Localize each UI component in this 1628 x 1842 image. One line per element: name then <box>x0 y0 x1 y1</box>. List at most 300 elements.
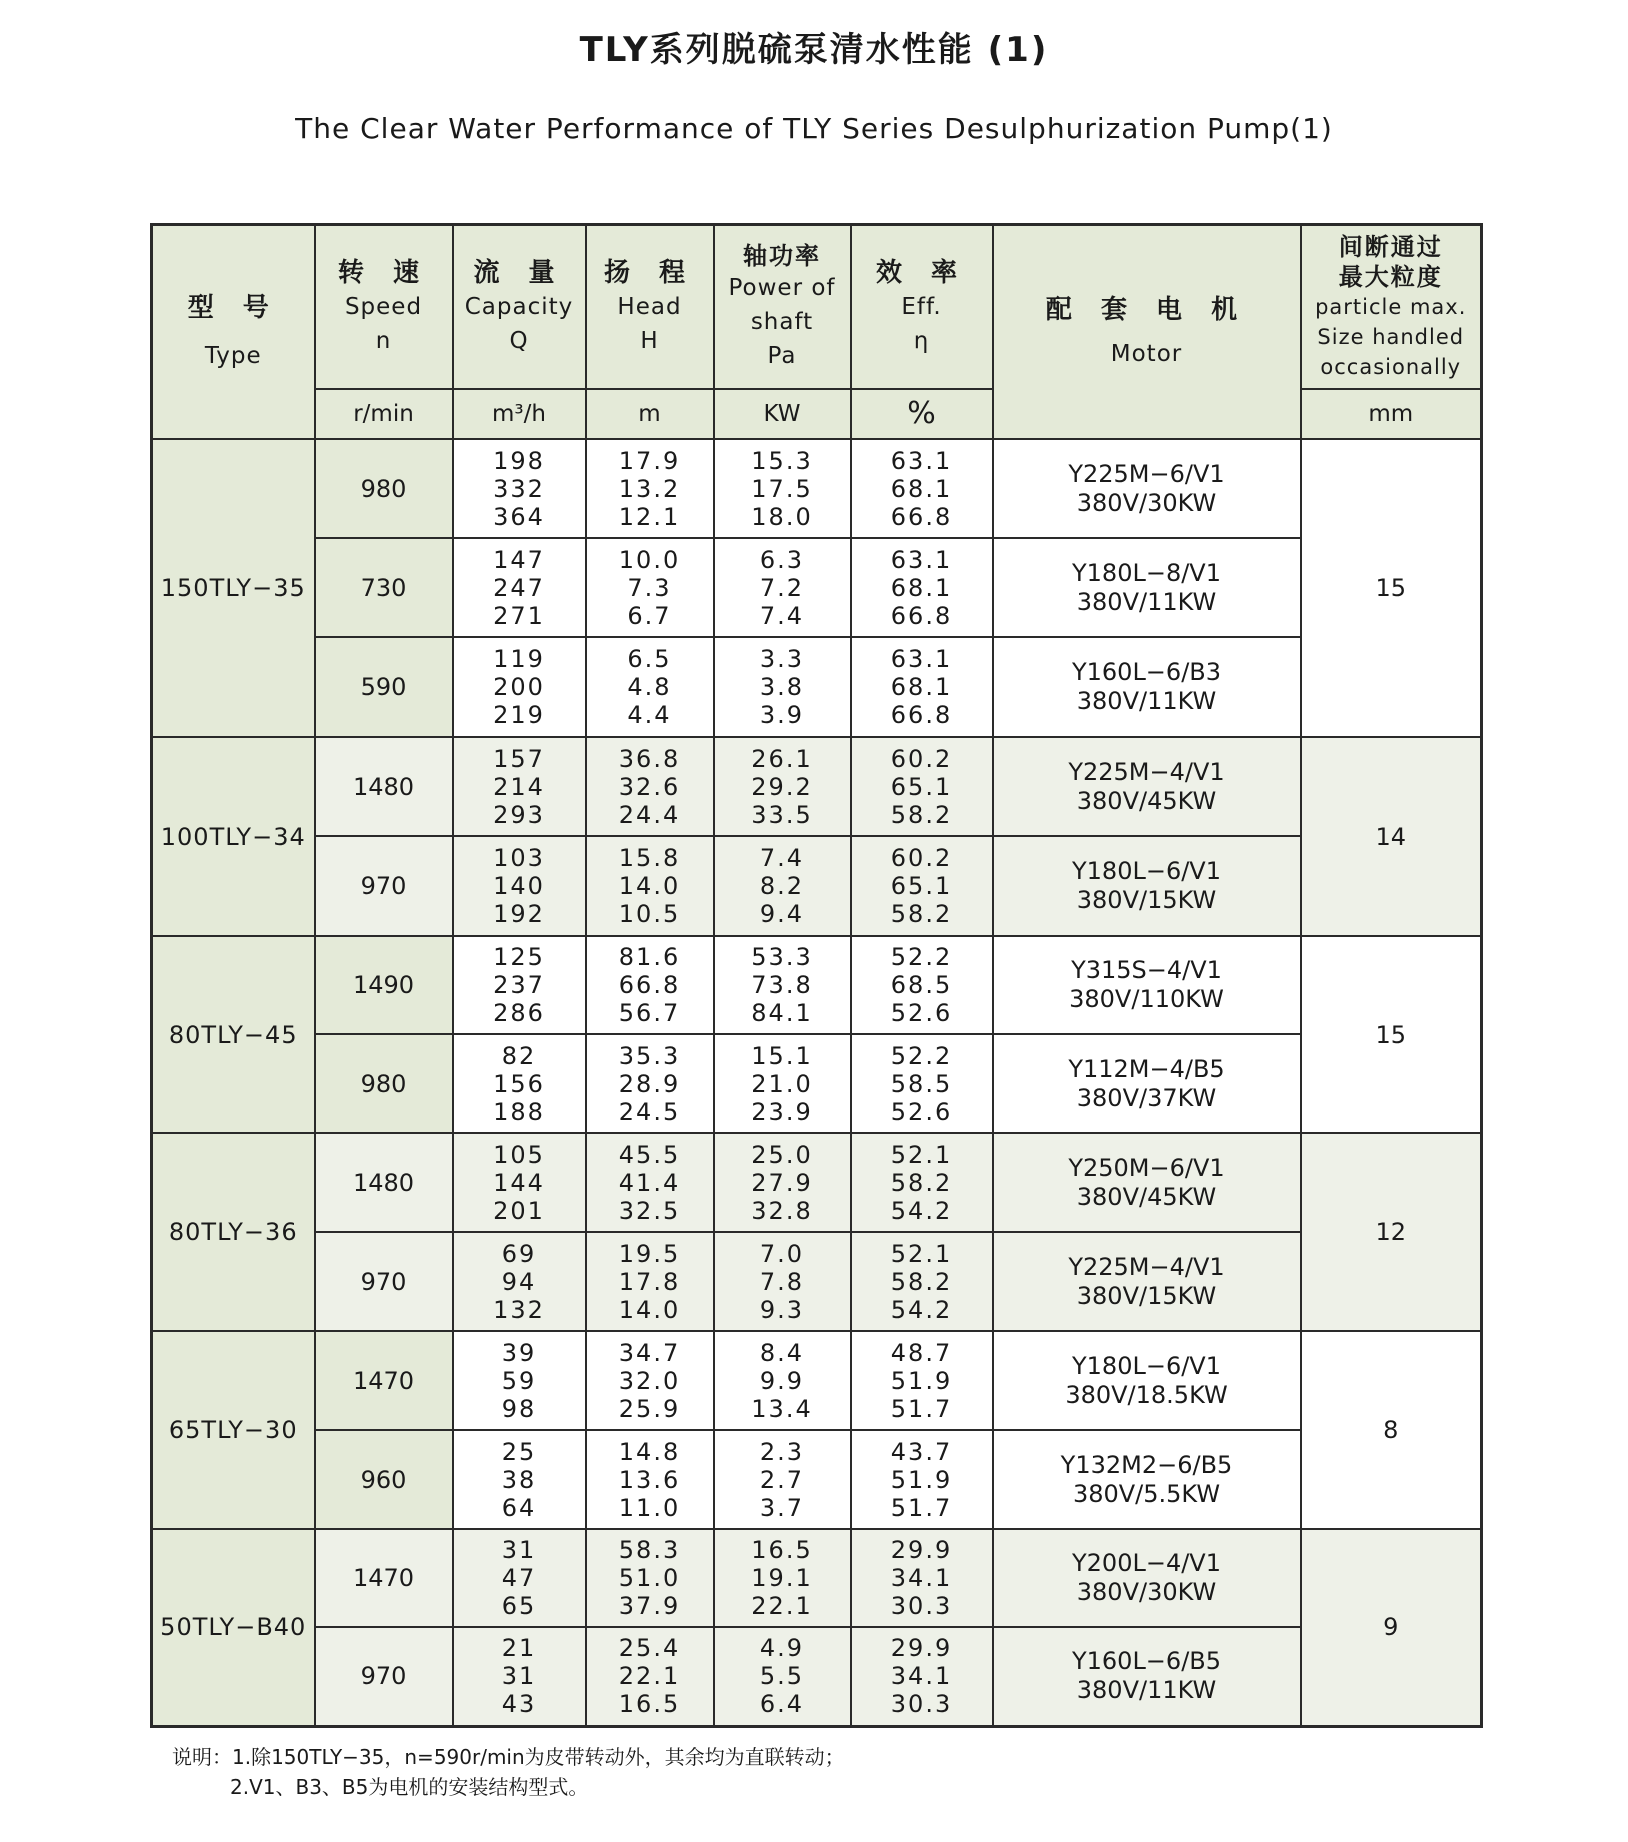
power-value: 73.8 <box>751 971 813 999</box>
motor-cell <box>993 1133 1301 1232</box>
capacity-value: 69 <box>501 1239 537 1268</box>
capacity-value: 132 <box>493 1295 545 1324</box>
head-value: 25.9 <box>618 1394 681 1423</box>
speed-cell: 970 <box>315 836 453 936</box>
head-cell <box>586 439 714 538</box>
capacity-value: 31 <box>501 1536 537 1564</box>
head-value: 15.8 <box>618 844 681 872</box>
power-value: 15.3 <box>751 446 813 475</box>
table-row <box>152 1133 1482 1232</box>
capacity-value: 293 <box>493 800 545 829</box>
power-value: 9.4 <box>759 900 805 928</box>
efficiency-value: 63.1 <box>890 446 953 475</box>
power-value: 6.4 <box>759 1690 805 1719</box>
efficiency-value: 34.1 <box>890 1564 953 1592</box>
capacity-value: 156 <box>493 1069 545 1098</box>
head-value: 10.0 <box>618 545 681 574</box>
particle-cell: 12 <box>1301 1133 1482 1331</box>
motor-cell <box>993 1430 1301 1529</box>
capacity-cell <box>453 1133 586 1232</box>
speed-cell: 1470 <box>315 1529 453 1627</box>
motor-cell <box>993 1232 1301 1331</box>
power-value: 8.2 <box>759 872 805 900</box>
capacity-cell <box>453 737 586 836</box>
capacity-value: 47 <box>501 1564 537 1592</box>
efficiency-value: 68.1 <box>890 474 953 503</box>
speed-cell: 1480 <box>315 737 453 836</box>
motor-rating: 380V/18.5KW <box>1065 1380 1228 1409</box>
head-value: 58.3 <box>618 1536 681 1564</box>
head-value: 17.9 <box>618 446 681 475</box>
unit-power: KW <box>714 389 851 439</box>
power-value: 19.1 <box>751 1564 813 1592</box>
motor-model: Y225M−4/V1 <box>1068 757 1225 786</box>
efficiency-value: 48.7 <box>890 1338 953 1367</box>
efficiency-cell <box>851 1331 993 1430</box>
motor-rating: 380V/15KW <box>1076 886 1217 914</box>
capacity-cell <box>453 936 586 1034</box>
head-cell <box>586 936 714 1034</box>
table-row <box>152 1232 1482 1331</box>
particle-cell: 9 <box>1301 1529 1482 1726</box>
power-value: 26.1 <box>751 744 813 773</box>
power-cell <box>714 936 851 1034</box>
head-value: 41.4 <box>618 1168 681 1197</box>
motor-cell <box>993 538 1301 637</box>
efficiency-value: 34.1 <box>890 1662 953 1691</box>
table-body <box>152 439 1482 1726</box>
efficiency-cell <box>851 1430 993 1529</box>
efficiency-cell <box>851 1529 993 1627</box>
particle-cell: 14 <box>1301 737 1482 936</box>
efficiency-value: 66.8 <box>890 502 953 531</box>
power-value: 53.3 <box>751 943 813 971</box>
capacity-value: 144 <box>493 1168 545 1197</box>
head-cell <box>586 1034 714 1133</box>
head-cell <box>586 1331 714 1430</box>
efficiency-value: 58.5 <box>890 1069 953 1098</box>
efficiency-cell <box>851 1627 993 1726</box>
efficiency-cell <box>851 737 993 836</box>
head-value: 17.8 <box>618 1267 681 1296</box>
motor-model: Y132M2−6/B5 <box>1060 1450 1233 1479</box>
speed-cell: 1490 <box>315 936 453 1034</box>
efficiency-value: 54.2 <box>890 1295 953 1324</box>
particle-cell: 15 <box>1301 439 1482 737</box>
capacity-value: 59 <box>501 1366 537 1395</box>
power-value: 32.8 <box>751 1196 813 1225</box>
efficiency-cell <box>851 1034 993 1133</box>
power-value: 3.9 <box>759 701 805 729</box>
power-cell <box>714 1529 851 1627</box>
efficiency-cell <box>851 936 993 1034</box>
capacity-cell <box>453 1627 586 1726</box>
head-cell <box>586 1133 714 1232</box>
efficiency-value: 52.6 <box>890 1097 953 1126</box>
capacity-value: 237 <box>493 971 545 999</box>
head-cell <box>586 836 714 936</box>
head-value: 45.5 <box>618 1140 681 1169</box>
efficiency-value: 29.9 <box>890 1536 953 1564</box>
efficiency-cell <box>851 538 993 637</box>
table-row <box>152 737 1482 836</box>
power-value: 27.9 <box>751 1168 813 1197</box>
head-value: 6.5 <box>627 645 672 673</box>
head-value: 16.5 <box>618 1690 681 1719</box>
capacity-value: 364 <box>493 502 545 531</box>
head-value: 25.4 <box>618 1634 681 1663</box>
efficiency-value: 30.3 <box>890 1690 953 1719</box>
head-value: 6.7 <box>627 601 672 630</box>
head-value: 66.8 <box>618 971 681 999</box>
capacity-value: 157 <box>493 744 545 773</box>
motor-rating: 380V/11KW <box>1076 687 1217 715</box>
speed-cell: 1470 <box>315 1331 453 1430</box>
capacity-value: 332 <box>493 474 545 503</box>
motor-model: Y112M−4/B5 <box>1068 1054 1225 1083</box>
power-value: 33.5 <box>751 800 813 829</box>
head-cell <box>586 637 714 737</box>
capacity-value: 188 <box>493 1097 545 1126</box>
head-cell <box>586 538 714 637</box>
power-value: 9.9 <box>759 1366 805 1395</box>
power-value: 22.1 <box>751 1592 813 1620</box>
power-cell <box>714 836 851 936</box>
capacity-value: 192 <box>493 900 545 928</box>
motor-model: Y225M−6/V1 <box>1068 459 1225 488</box>
motor-model: Y200L−4/V1 <box>1072 1549 1221 1577</box>
power-value: 7.2 <box>759 573 805 602</box>
head-value: 22.1 <box>618 1662 681 1691</box>
head-value: 81.6 <box>618 943 681 971</box>
power-value: 23.9 <box>751 1097 813 1126</box>
efficiency-value: 68.5 <box>890 971 953 999</box>
efficiency-value: 63.1 <box>890 645 953 673</box>
head-value: 4.4 <box>627 701 672 729</box>
type-cell: 100TLY−34 <box>152 737 315 936</box>
header-capacity: 流 量 Capacity Q <box>453 225 586 390</box>
unit-particle: mm <box>1301 389 1482 439</box>
efficiency-value: 58.2 <box>890 1168 953 1197</box>
motor-model: Y315S−4/V1 <box>1071 956 1222 984</box>
speed-cell: 980 <box>315 1034 453 1133</box>
capacity-value: 198 <box>493 446 545 475</box>
capacity-value: 31 <box>501 1662 537 1691</box>
type-cell: 150TLY−35 <box>152 439 315 737</box>
capacity-value: 147 <box>493 545 545 574</box>
capacity-value: 286 <box>493 999 545 1027</box>
motor-cell <box>993 936 1301 1034</box>
capacity-value: 271 <box>493 601 545 630</box>
power-cell <box>714 538 851 637</box>
power-cell <box>714 737 851 836</box>
efficiency-value: 66.8 <box>890 701 953 729</box>
power-cell <box>714 637 851 737</box>
motor-cell <box>993 1034 1301 1133</box>
motor-rating: 380V/45KW <box>1076 786 1217 815</box>
head-value: 32.0 <box>618 1366 681 1395</box>
table-row <box>152 836 1482 936</box>
power-value: 3.7 <box>759 1493 805 1522</box>
power-value: 21.0 <box>751 1069 813 1098</box>
motor-rating: 380V/30KW <box>1076 1578 1217 1606</box>
head-value: 19.5 <box>618 1239 681 1268</box>
efficiency-value: 58.2 <box>890 800 953 829</box>
particle-cell: 15 <box>1301 936 1482 1133</box>
capacity-value: 219 <box>493 701 545 729</box>
capacity-value: 105 <box>493 1140 545 1169</box>
efficiency-value: 66.8 <box>890 601 953 630</box>
capacity-value: 38 <box>501 1465 537 1494</box>
motor-cell <box>993 737 1301 836</box>
capacity-value: 140 <box>493 872 545 900</box>
capacity-cell <box>453 1430 586 1529</box>
speed-cell: 970 <box>315 1627 453 1726</box>
table-row <box>152 1331 1482 1430</box>
head-value: 32.6 <box>618 772 681 801</box>
capacity-cell <box>453 637 586 737</box>
efficiency-value: 52.2 <box>890 943 953 971</box>
efficiency-value: 58.2 <box>890 1267 953 1296</box>
motor-model: Y180L−8/V1 <box>1072 558 1221 587</box>
capacity-value: 247 <box>493 573 545 602</box>
speed-cell: 1480 <box>315 1133 453 1232</box>
power-value: 2.7 <box>759 1465 805 1494</box>
head-value: 4.8 <box>627 673 672 701</box>
power-value: 7.4 <box>759 844 805 872</box>
capacity-value: 65 <box>501 1592 537 1620</box>
header-efficiency: 效 率 Eff. η <box>851 225 993 390</box>
capacity-value: 64 <box>501 1493 537 1522</box>
type-cell: 80TLY−36 <box>152 1133 315 1331</box>
capacity-value: 98 <box>501 1394 537 1423</box>
power-value: 3.3 <box>759 645 805 673</box>
table-row <box>152 439 1482 538</box>
head-value: 7.3 <box>627 573 672 602</box>
efficiency-value: 63.1 <box>890 545 953 574</box>
head-value: 32.5 <box>618 1196 681 1225</box>
capacity-value: 25 <box>501 1437 537 1466</box>
capacity-value: 125 <box>493 943 545 971</box>
power-value: 3.8 <box>759 673 805 701</box>
capacity-cell <box>453 836 586 936</box>
header-power: 轴功率 Power of shaft Pa <box>714 225 851 390</box>
efficiency-value: 52.6 <box>890 999 953 1027</box>
efficiency-value: 58.2 <box>890 900 953 928</box>
capacity-cell <box>453 1232 586 1331</box>
motor-cell <box>993 439 1301 538</box>
head-value: 24.5 <box>618 1097 681 1126</box>
motor-rating: 380V/11KW <box>1076 1676 1217 1705</box>
motor-rating: 380V/37KW <box>1076 1083 1217 1112</box>
head-value: 14.0 <box>618 872 681 900</box>
head-value: 37.9 <box>618 1592 681 1620</box>
power-cell <box>714 1232 851 1331</box>
speed-cell: 970 <box>315 1232 453 1331</box>
motor-rating: 380V/5.5KW <box>1072 1479 1221 1508</box>
efficiency-value: 52.1 <box>890 1239 953 1268</box>
efficiency-value: 68.1 <box>890 573 953 602</box>
table-row <box>152 1529 1482 1627</box>
motor-cell <box>993 1331 1301 1430</box>
head-cell <box>586 1232 714 1331</box>
unit-efficiency: % <box>851 389 993 439</box>
efficiency-value: 52.2 <box>890 1041 953 1070</box>
head-value: 56.7 <box>618 999 681 1027</box>
power-value: 6.3 <box>759 545 805 574</box>
head-value: 24.4 <box>618 800 681 829</box>
motor-cell <box>993 1529 1301 1627</box>
particle-cell: 8 <box>1301 1331 1482 1529</box>
capacity-value: 39 <box>501 1338 537 1367</box>
motor-model: Y180L−6/V1 <box>1072 857 1221 885</box>
note-line-1: 说明：1.除150TLY−35，n=590r/min为皮带转动外，其余均为直联转动； <box>172 1745 845 1769</box>
power-cell <box>714 1627 851 1726</box>
head-value: 51.0 <box>618 1564 681 1592</box>
head-value: 13.2 <box>618 474 681 503</box>
power-value: 5.5 <box>759 1662 805 1691</box>
motor-rating: 380V/11KW <box>1076 587 1217 616</box>
head-cell <box>586 1627 714 1726</box>
power-value: 2.3 <box>759 1437 805 1466</box>
motor-rating: 380V/110KW <box>1069 985 1224 1013</box>
motor-model: Y225M−4/V1 <box>1068 1252 1225 1281</box>
type-cell: 65TLY−30 <box>152 1331 315 1529</box>
capacity-value: 94 <box>501 1267 537 1296</box>
power-value: 7.4 <box>759 601 805 630</box>
header-particle: 间断通过 最大粒度 particle max. Size handled occasionally <box>1301 225 1482 390</box>
capacity-cell <box>453 1034 586 1133</box>
power-value: 16.5 <box>751 1536 813 1564</box>
motor-rating: 380V/30KW <box>1076 488 1217 517</box>
power-value: 15.1 <box>751 1041 813 1070</box>
type-cell: 50TLY−B40 <box>152 1529 315 1726</box>
page-title-cn: TLY系列脱硫泵清水性能 (1) <box>579 30 1049 70</box>
power-cell <box>714 1034 851 1133</box>
efficiency-value: 54.2 <box>890 1196 953 1225</box>
header-type: 型 号 Type <box>152 225 315 440</box>
table-row <box>152 1430 1482 1529</box>
speed-cell: 590 <box>315 637 453 737</box>
capacity-value: 43 <box>501 1690 537 1719</box>
efficiency-value: 30.3 <box>890 1592 953 1620</box>
unit-head: m <box>586 389 714 439</box>
motor-cell <box>993 836 1301 936</box>
head-cell <box>586 1529 714 1627</box>
head-value: 11.0 <box>618 1493 681 1522</box>
efficiency-value: 51.9 <box>890 1465 953 1494</box>
power-cell <box>714 1331 851 1430</box>
efficiency-value: 60.2 <box>890 744 953 773</box>
efficiency-cell <box>851 1133 993 1232</box>
footnotes <box>172 1742 845 1802</box>
efficiency-value: 51.7 <box>890 1493 953 1522</box>
performance-table <box>150 223 1483 1728</box>
head-value: 14.8 <box>618 1437 681 1466</box>
motor-model: Y160L−6/B3 <box>1071 658 1222 686</box>
capacity-value: 201 <box>493 1196 545 1225</box>
capacity-value: 82 <box>501 1041 537 1070</box>
power-value: 25.0 <box>751 1140 813 1169</box>
motor-model: Y180L−6/V1 <box>1072 1351 1221 1380</box>
efficiency-value: 52.1 <box>890 1140 953 1169</box>
power-value: 17.5 <box>751 474 813 503</box>
table-row <box>152 1034 1482 1133</box>
motor-model: Y160L−6/B5 <box>1071 1647 1222 1676</box>
efficiency-cell <box>851 439 993 538</box>
efficiency-value: 29.9 <box>890 1634 953 1663</box>
motor-rating: 380V/15KW <box>1076 1281 1217 1310</box>
speed-cell: 980 <box>315 439 453 538</box>
power-value: 18.0 <box>751 502 813 531</box>
efficiency-value: 68.1 <box>890 673 953 701</box>
capacity-value: 103 <box>493 844 545 872</box>
capacity-cell <box>453 1331 586 1430</box>
motor-model: Y250M−6/V1 <box>1068 1153 1225 1182</box>
header-head: 扬 程 Head H <box>586 225 714 390</box>
efficiency-cell <box>851 836 993 936</box>
head-value: 28.9 <box>618 1069 681 1098</box>
table-row <box>152 637 1482 737</box>
efficiency-value: 51.9 <box>890 1366 953 1395</box>
note-line-2: 2.V1、B3、B5为电机的安装结构型式。 <box>230 1775 589 1799</box>
motor-cell <box>993 1627 1301 1726</box>
head-cell <box>586 737 714 836</box>
capacity-value: 119 <box>493 645 545 673</box>
motor-cell <box>993 637 1301 737</box>
efficiency-value: 60.2 <box>890 844 953 872</box>
head-value: 10.5 <box>618 900 681 928</box>
head-value: 34.7 <box>618 1338 681 1367</box>
efficiency-cell <box>851 1232 993 1331</box>
efficiency-value: 65.1 <box>890 872 953 900</box>
power-cell <box>714 439 851 538</box>
power-value: 7.0 <box>759 1239 805 1268</box>
head-value: 13.6 <box>618 1465 681 1494</box>
head-value: 12.1 <box>618 502 681 531</box>
unit-speed: r/min <box>315 389 453 439</box>
capacity-cell <box>453 439 586 538</box>
page-title-en: The Clear Water Performance of TLY Series Desulphurization Pump(1) <box>295 112 1333 145</box>
efficiency-value: 65.1 <box>890 772 953 801</box>
power-cell <box>714 1430 851 1529</box>
efficiency-value: 51.7 <box>890 1394 953 1423</box>
power-cell <box>714 1133 851 1232</box>
head-cell <box>586 1430 714 1529</box>
efficiency-value: 43.7 <box>890 1437 953 1466</box>
power-value: 29.2 <box>751 772 813 801</box>
header-motor: 配 套 电 机 Motor <box>993 225 1301 440</box>
power-value: 8.4 <box>759 1338 805 1367</box>
table-row <box>152 1627 1482 1726</box>
capacity-value: 214 <box>493 772 545 801</box>
power-value: 9.3 <box>759 1295 805 1324</box>
power-value: 4.9 <box>759 1634 805 1663</box>
capacity-value: 200 <box>493 673 545 701</box>
table-row <box>152 538 1482 637</box>
type-cell: 80TLY−45 <box>152 936 315 1133</box>
power-value: 84.1 <box>751 999 813 1027</box>
power-value: 7.8 <box>759 1267 805 1296</box>
capacity-cell <box>453 538 586 637</box>
table-row <box>152 936 1482 1034</box>
unit-capacity: m³/h <box>453 389 586 439</box>
head-value: 36.8 <box>618 744 681 773</box>
header-speed: 转 速 Speed n <box>315 225 453 390</box>
power-value: 13.4 <box>751 1394 813 1423</box>
capacity-value: 21 <box>501 1634 537 1663</box>
motor-rating: 380V/45KW <box>1076 1182 1217 1211</box>
